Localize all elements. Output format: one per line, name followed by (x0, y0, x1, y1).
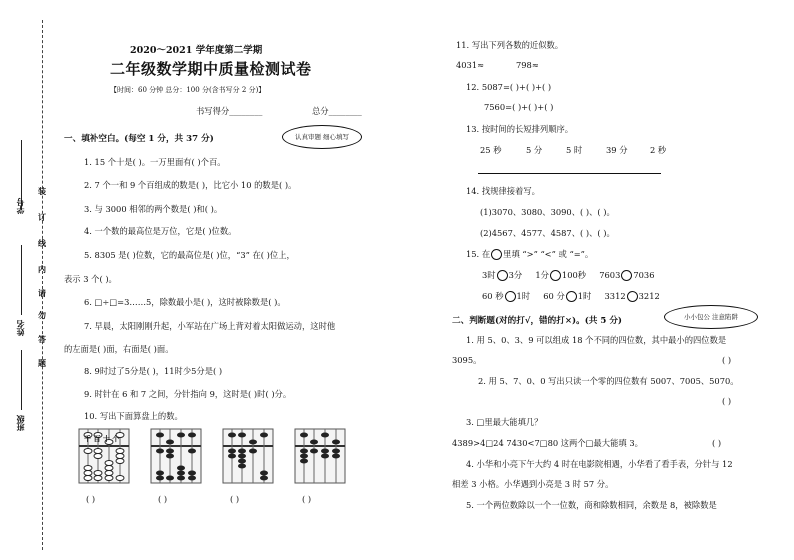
question-1: 1. 15 个十是( )。一万里面有( )个百。 (84, 157, 226, 167)
seal-char: 题 (38, 358, 46, 368)
label-class: 班级 (15, 415, 25, 431)
abacus-answer-1: ( ) (86, 494, 96, 504)
tip-bubble-2: 小小包公 注意陷阱 (664, 305, 758, 329)
question-14: 14. 找规律接着写。 (466, 186, 540, 196)
question-14b: (2)4567、4577、4587、( )、( )。 (480, 228, 615, 238)
judge-4b: 相差 3 小格。小华遇到小亮是 3 时 57 分。 (452, 479, 614, 489)
question-8: 8. 9时过了5分是( )，11时少5分是( ) (84, 366, 223, 376)
question-13: 13. 按时间的长短排列顺序。 (466, 124, 574, 134)
question-7a: 7. 早晨，太阳刚刚升起，小军站在广场上背对着太阳做运动，这时他 (84, 321, 336, 331)
question-11a: 4031≈ (456, 60, 485, 70)
compare-row-2: 60 秒 1时 60 分 1时 3312 3212 (482, 291, 660, 301)
question-4: 4. 一个数的最高位是万位，它是( )位数。 (84, 226, 237, 236)
seal-char: 线 (38, 238, 46, 248)
question-3: 3. 与 3000 相邻的两个数是( )和( )。 (84, 204, 223, 214)
question-2: 2. 7 个一和 9 个百组成的数是( )，比它小 10 的数是( )。 (84, 180, 297, 190)
question-11: 11. 写出下列各数的近似数。 (456, 40, 564, 50)
seal-char: 订 (38, 212, 46, 222)
main-title: 二年级数学期中质量检测试卷 (110, 60, 312, 78)
judge-4a: 4. 小华和小亮下午大约 4 时在电影院相遇，小华看了看手表，分针与 12 (466, 459, 733, 469)
label-student-id: 学号 (15, 198, 25, 214)
abacus-answer-3: ( ) (230, 494, 240, 504)
abacus-3 (222, 428, 274, 484)
writing-score: 书写得分________ (196, 106, 263, 116)
question-12b: 7560=( )+( )+( ) (484, 102, 554, 112)
abacus-place-labels: 千 百 十 个 (84, 434, 120, 443)
seal-char: 内 (38, 264, 46, 274)
section2-title: 二、判断题(对的打√，错的打×)。(共 5 分) (452, 316, 622, 326)
abacus-answer-2: ( ) (158, 494, 168, 504)
label-name: 姓名 (15, 320, 25, 336)
year-title: 2020～2021 学年度第二学期 (130, 45, 263, 56)
question-5b: 表示 3 个( )。 (64, 274, 117, 284)
time-item: 5 时 (566, 145, 583, 155)
question-7b: 的左面是( )面，右面是( )面。 (64, 344, 174, 354)
abacus-answer-4: ( ) (302, 494, 312, 504)
judge-2-paren: ( ) (722, 396, 732, 406)
compare-row-1: 3时 3分 1分 100秒 7603 7036 (482, 270, 655, 280)
name-line (21, 245, 22, 315)
judge-5: 5. 一个两位数除以一个一位数，商和除数相同，余数是 8，被除数是 (466, 500, 717, 510)
judge-1a: 1. 用 5、0、3、9 可以组成 18 个不同的四位数，其中最小的四位数是 (466, 335, 727, 345)
seal-line (42, 20, 43, 550)
judge-3-paren: ( ) (712, 438, 722, 448)
question-11b: 798≈ (516, 60, 539, 70)
time-item: 25 秒 (480, 145, 502, 155)
time-item: 39 分 (606, 145, 628, 155)
question-15: 15. 在 里填 “>” “<” 或 “=”。 (466, 249, 594, 259)
time-info: 【时间：60 分钟 总分：100 分(含书写分 2 分)】 (110, 86, 266, 94)
judge-3b: 4389>4□24 7430<7□80 这两个□最大能填 3。 (452, 438, 643, 448)
time-item: 5 分 (526, 145, 543, 155)
abacus-4 (294, 428, 346, 484)
seal-char: 勿 (38, 310, 46, 320)
judge-1-paren: ( ) (722, 355, 732, 365)
seal-char: 装 (38, 186, 46, 196)
judge-1b: 3095。 (452, 355, 482, 365)
seal-char: 答 (38, 334, 46, 344)
question-6: 6. □÷□=3……5，除数最小是( )，这时被除数是( )。 (84, 297, 286, 307)
time-item: 2 秒 (650, 145, 667, 155)
class-line (21, 350, 22, 410)
judge-3: 3. □里最大能填几？ (466, 417, 543, 427)
seal-char: 请 (38, 288, 46, 298)
answer-line (478, 173, 661, 174)
question-10: 10. 写出下面算盘上的数。 (84, 411, 183, 421)
judge-2: 2. 用 5、7、0、0 写出只读一个零的四位数有 5007、7005、5070。 (478, 376, 739, 386)
question-14a: (1)3070、3080、3090、( )、( )。 (480, 207, 615, 217)
tip-bubble: 认真审题 细心填写 (282, 125, 362, 149)
question-12: 12. 5087=( )+( )+( ) (466, 82, 552, 92)
abacus-2 (150, 428, 202, 484)
total-score: 总分________ (312, 106, 362, 116)
section1-title: 一、填补空白。(每空 1 分，共 37 分) (64, 134, 214, 144)
question-5a: 5. 8305 是( )位数，它的最高位是( )位，“3” 在( )位上， (84, 250, 295, 260)
question-9: 9. 时针在 6 和 7 之间，分针指向 9，这时是( )时( )分。 (84, 389, 292, 399)
